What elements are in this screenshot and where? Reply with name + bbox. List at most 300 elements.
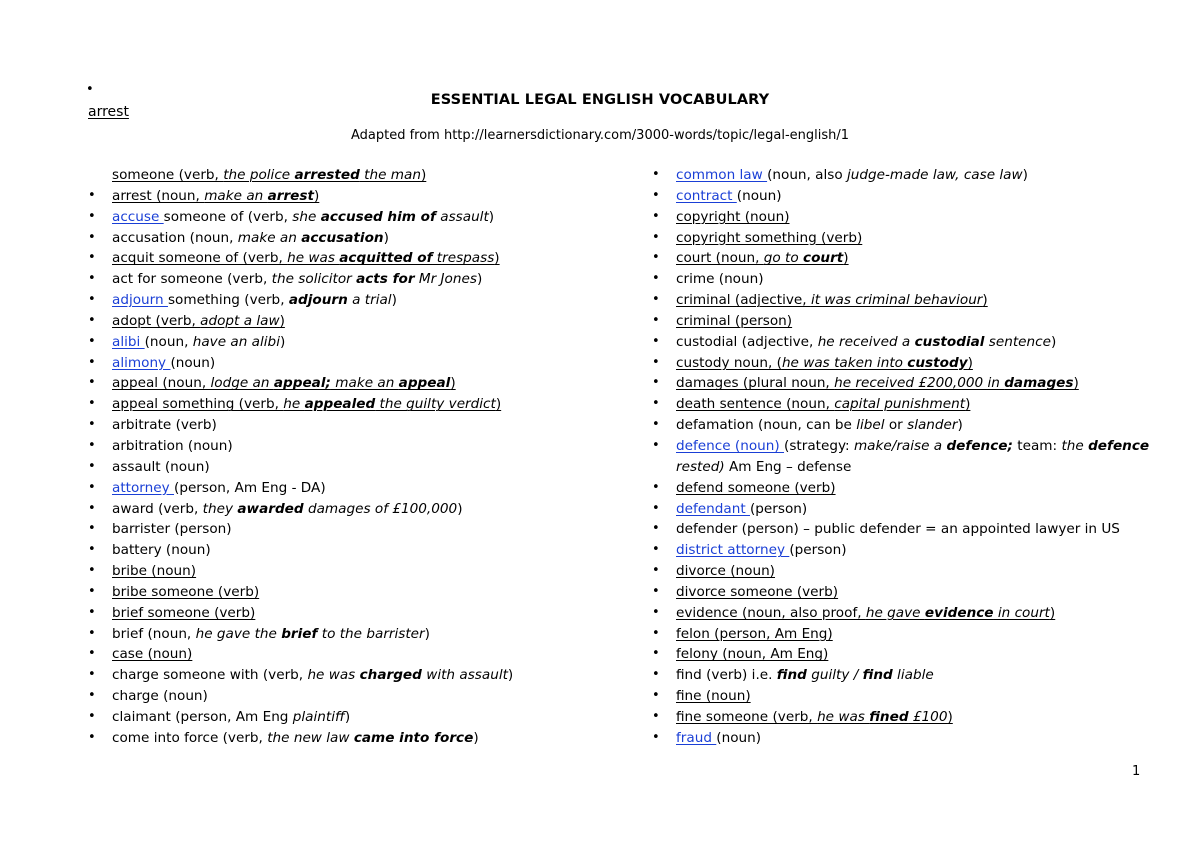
entry-text-part: lodge an [210,375,274,392]
entry-text [88,373,608,394]
vocabulary-list-right [652,165,1152,749]
entry-text-part: divorce (noun) [676,563,775,580]
entry-text-part: evidence (noun, also proof, [676,604,866,621]
bullet-icon: • [652,479,660,495]
entry-text-part: felony (noun, Am Eng) [676,646,829,663]
vocabulary-entry [88,457,608,478]
vocabulary-entry [88,311,608,332]
vocabulary-entry [652,499,1152,520]
vocabulary-entry [652,228,1152,249]
entry-text-part: adopt a law [200,312,280,329]
entry-text [652,728,1152,749]
entry-text-part: ) [279,333,286,350]
vocabulary-entry [88,248,608,269]
bullet-icon: • [652,250,660,266]
term-link[interactable]: accuse [112,208,164,225]
term-link[interactable]: alibi [112,333,145,350]
bullet-icon: • [88,708,96,724]
entry-text-part: arrest (noun, [112,187,205,204]
entry-text-part: (person) [789,542,847,559]
entry-text-part: arrested [294,167,360,183]
bullet-icon: • [88,583,96,599]
entry-text [652,644,1152,665]
entry-text-part: brief [281,625,318,642]
entry-text-part: ) [947,708,953,725]
entry-text-part: make/raise a [853,437,947,454]
bullet-icon: • [88,375,96,391]
entry-text-part: damages [1004,375,1074,392]
entry-text-part: ) [1049,604,1056,621]
entry-text-part: the solicitor [271,271,357,288]
entry-text-part: felon (person, Am Eng) [676,625,833,642]
bullet-icon: • [652,583,660,599]
bullet-icon: • [652,396,660,412]
entry-text-part: (person) [749,500,808,517]
entry-text-part: assault [435,208,489,225]
bullet-icon: • [88,542,96,558]
vocabulary-entry [88,478,608,499]
entry-text-part: award (verb, [112,500,203,517]
entry-text-part: appeal something (verb, [112,396,284,413]
entry-text-part: they [202,500,238,517]
entry-text [652,582,1152,603]
entry-text [88,290,608,311]
entry-text-part: came into force [353,729,474,746]
entry-text-part: copyright something (verb) [676,229,863,246]
entry-text-part: awarded [237,500,304,517]
entry-text [652,665,1152,686]
vocabulary-entry [652,290,1152,311]
top-word-arrest: arrest [88,104,129,120]
entry-text-part: ) [1022,167,1028,183]
entry-text-part: ) [473,729,479,746]
bullet-icon: • [652,333,660,349]
vocabulary-entry [88,707,608,728]
vocabulary-entry [88,540,608,561]
vocabulary-entry [652,436,1152,478]
vocabulary-entry [652,603,1152,624]
bullet-icon: • [88,396,96,412]
entry-text [88,207,608,228]
bullet-icon: • [652,292,660,308]
term-link[interactable]: attorney [112,479,175,496]
term-link[interactable]: defence (noun) [676,437,785,454]
entry-text-part: Am Eng – defense [724,458,852,475]
entry-text [652,603,1152,624]
entry-text [88,686,608,707]
entry-text-part: appeal [398,375,451,392]
entry-text-part: make an [330,375,399,392]
entry-text-part: claimant (person, Am Eng [112,708,293,725]
entry-text [88,582,608,603]
vocabulary-entry [88,644,608,665]
entry-text-part: brief someone (verb) [112,604,256,621]
entry-text-part: a trial [347,292,392,309]
vocabulary-entry [652,373,1152,394]
entry-text-part: find (verb) i.e. [676,667,777,684]
entry-text-part: appealed [304,396,376,413]
entry-text-part: he was [287,250,340,267]
bullet-icon: • [88,354,96,370]
vocabulary-entry [88,728,608,749]
entry-text-part: (noun) [716,729,762,746]
entry-text [652,499,1152,520]
entry-text [652,624,1152,645]
bullet-icon: • [652,437,660,453]
entry-text-part: acquitted of [339,250,433,267]
vocabulary-entry [88,415,608,436]
bullet-icon: • [652,625,660,641]
entry-text-part: ) [488,208,495,225]
vocabulary-entry [88,665,608,686]
entry-text-part: guilty / [806,667,863,684]
entry-text [88,457,608,478]
entry-text [88,165,608,186]
vocabulary-entry [88,332,608,353]
entry-text-part: ) [420,167,427,183]
entry-text-part: trespass [432,250,495,267]
vocabulary-entry [88,561,608,582]
entry-text-part: Mr Jones [414,271,477,288]
document-subtitle: Adapted from http://learnersdictionary.com/3000-words/topic/legal-english/1 [350,128,850,143]
entry-text-part: custody noun, ( [676,354,782,371]
entry-text-part: ) [982,292,988,309]
entry-text-part: he was [817,708,870,725]
bullet-icon: • [652,521,660,537]
bullet-icon: • [652,729,660,745]
bullet-icon: • [652,229,660,245]
vocabulary-entry [88,624,608,645]
bullet-icon: • [88,563,96,579]
entry-text-part: fine (noun) [676,688,751,705]
entry-text [652,394,1152,415]
entry-text-part: bribe someone (verb) [112,583,260,600]
vocabulary-entry [652,561,1152,582]
vocabulary-entry [652,478,1152,499]
entry-text-part: acquit someone of (verb, [112,250,288,267]
entry-text [652,186,1152,207]
entry-text-part: ) [494,250,500,267]
term-link[interactable]: common law [676,167,768,183]
entry-text-part: something (verb, [167,292,289,309]
entry-text [88,248,608,269]
vocabulary-entry [88,165,608,186]
entry-text-part: come into force (verb, [112,729,268,746]
entry-text-part: bribe (noun) [112,563,197,580]
entry-text [652,332,1152,353]
entry-text-part: charge (noun) [112,688,208,705]
vocabulary-entry [652,332,1152,353]
entry-text-part: someone (verb, [112,167,224,183]
entry-text-part: charged [359,667,422,684]
term-link[interactable]: defendant [676,500,750,517]
entry-text-part: ) [450,375,456,392]
entry-text-part: slander [907,417,958,434]
entry-text-part: (noun, also [767,167,848,183]
document-title: ESSENTIAL LEGAL ENGLISH VOCABULARY [430,92,770,108]
bullet-icon: • [88,417,96,433]
entry-text-part: ) [313,187,320,204]
vocabulary-entry [652,186,1152,207]
entry-text-part: find [776,667,807,684]
entry-text-part: barrister (person) [112,521,232,538]
entry-text-part: make an [204,187,268,204]
bullet-icon: • [88,312,96,328]
entry-text [88,728,608,749]
entry-text-part: adjourn [288,292,348,309]
bullet-icon: • [652,500,660,516]
vocabulary-entry [652,311,1152,332]
bullet-icon: • [88,250,96,266]
term-link[interactable]: alimony [112,354,171,371]
vocabulary-entry [88,228,608,249]
entry-text-part: (noun, [144,333,193,350]
vocabulary-entry [88,207,608,228]
vocabulary-entry [88,686,608,707]
entry-text [652,290,1152,311]
bullet-icon: • [88,667,96,683]
entry-text-part: crime (noun) [676,271,764,288]
entry-text-part: ) [424,625,430,642]
entry-text-part: criminal (person) [676,312,793,329]
entry-text [88,332,608,353]
entry-text-part: find [862,667,893,684]
entry-text-part: (noun) [736,187,782,204]
vocabulary-entry [88,186,608,207]
vocabulary-entry [88,436,608,457]
vocabulary-entry [88,290,608,311]
vocabulary-entry [652,582,1152,603]
entry-text [88,415,608,436]
term-link[interactable]: fraud [676,729,717,746]
vocabulary-entry [652,269,1152,290]
bullet-icon: • [88,208,96,224]
entry-text-part: someone of (verb, [163,208,293,225]
bullet-icon: • [88,688,96,704]
term-link[interactable]: district attorney [676,542,790,559]
entry-text [88,519,608,540]
entry-text [652,269,1152,290]
bullet-icon: • [88,187,96,203]
bullet-icon: • [652,708,660,724]
entry-text [88,644,608,665]
entry-text-part: ) [383,229,389,246]
entry-text [88,540,608,561]
entry-text-part: case (noun) [112,646,193,663]
bullet-icon: • [88,625,96,641]
entry-text-part: death sentence (noun, [676,396,835,413]
entry-text-part: divorce someone (verb) [676,583,839,600]
entry-text [88,311,608,332]
entry-text-part: capital punishment [834,396,966,413]
entry-text-part: charge someone with (verb, [112,667,308,684]
entry-text-part: the man [359,167,421,183]
entry-text-part: team: [1012,437,1062,454]
entry-text-part: or [884,417,908,434]
vocabulary-entry [652,644,1152,665]
entry-text-part: it was criminal behaviour [810,292,983,309]
bullet-icon: • [652,167,660,182]
entry-text-part: brief (noun, [112,625,196,642]
vocabulary-entry [652,394,1152,415]
bullet-icon: • [88,729,96,745]
entry-text-part: ) [967,354,973,371]
entry-text-part: custodial [914,333,985,350]
entry-text-part: ) [1051,333,1057,350]
entry-text-part: accusation (noun, [112,229,238,246]
bullet-icon: • [88,292,96,308]
entry-text-part: ) [965,396,971,413]
vocabulary-entry [652,353,1152,374]
vocabulary-entry [652,540,1152,561]
bullet-icon: • [652,375,660,391]
entry-text-part: defamation (noun, can be [676,417,857,434]
entry-text-part: act for someone (verb, [112,271,272,288]
entry-text-part: ) [1073,375,1079,392]
entry-text [88,353,608,374]
entry-text-part: evidence [924,604,994,621]
entry-text-part: appeal (noun, [112,375,211,392]
entry-text-part: go to [763,250,804,267]
entry-text-part: copyright (noun) [676,208,790,225]
entry-text [88,624,608,645]
entry-text-part: ) [843,250,849,267]
bullet-icon: • [652,417,660,433]
vocabulary-entry [88,603,608,624]
bullet-icon: • [652,542,660,558]
entry-text [88,269,608,290]
entry-text-part: ) [391,292,397,309]
entry-text-part: arrest [267,187,314,204]
entry-text-part: ) [457,500,463,517]
entry-text [652,311,1152,332]
entry-text-part: acts for [356,271,415,288]
vocabulary-entry [88,394,608,415]
entry-text-part: the guilty verdict [375,396,496,413]
vocabulary-entry [652,686,1152,707]
entry-text-part: sentence [984,333,1051,350]
entry-text-part: arbitrate (verb) [112,417,217,434]
entry-text-part: ) [476,271,483,288]
entry-text [88,228,608,249]
entry-text-part: damages (plural noun, [676,375,835,392]
entry-text-part: ) [957,417,963,434]
entry-text [652,519,1152,540]
entry-text-part: (strategy: [784,437,854,454]
entry-text-part: with assault [421,667,508,684]
entry-text-part: £100 [908,708,948,725]
entry-text-part: the new law [267,729,354,746]
term-link[interactable]: contract [676,187,737,204]
vocabulary-entry [652,624,1152,645]
entry-text-part: ) [507,667,514,684]
entry-text [652,353,1152,374]
entry-text [88,665,608,686]
entry-text-part: he was [307,667,360,684]
bullet-icon: • [88,333,96,349]
entry-text-part: fined [869,708,909,725]
bullet-icon: • [88,646,96,662]
entry-text [652,165,1152,186]
bullet-icon: • [88,521,96,537]
entry-text-part: libel [856,417,885,434]
entry-text-part: defender (person) – public defender = an appointed lawyer in US [676,521,1120,538]
entry-text [652,561,1152,582]
entry-text-part: defend someone (verb) [676,479,836,496]
entry-text-part: defence [1088,437,1150,454]
entry-text-part: the police [223,167,295,183]
entry-text-part: (person, Am Eng - DA) [174,479,326,496]
bullet-icon: • [652,604,660,620]
entry-text [88,394,608,415]
vocabulary-entry [652,707,1152,728]
entry-text-part: the [1061,437,1089,454]
vocabulary-entry [88,269,608,290]
bullet-icon: • [88,271,96,287]
bullet-icon: • [652,312,660,328]
bullet-icon: • [652,563,660,579]
vocabulary-entry [652,248,1152,269]
entry-text-part: to the barrister [317,625,425,642]
entry-text-part: custodial (adjective, [676,333,818,350]
vocabulary-entry [652,728,1152,749]
entry-text-part: accused him of [320,208,436,225]
vocabulary-entry [652,415,1152,436]
entry-text-part: in court [993,604,1050,621]
entry-text-part: appeal; [273,375,331,392]
bullet-icon: • [652,667,660,683]
entry-text-part: make an [237,229,302,246]
bullet-icon: • [652,688,660,704]
bullet-icon: • [652,646,660,662]
entry-text-part: arbitration (noun) [112,437,233,454]
entry-text [88,561,608,582]
entry-text-part: damages of £100,000 [303,500,458,517]
vocabulary-entry [652,207,1152,228]
vocabulary-entry [652,519,1152,540]
entry-text [88,436,608,457]
vocabulary-entry [88,499,608,520]
entry-text [652,540,1152,561]
vocabulary-entry [652,165,1152,186]
entry-text-part: criminal (adjective, [676,292,811,309]
entry-text [652,228,1152,249]
entry-text [652,707,1152,728]
entry-text-part: custody [907,354,968,371]
bullet-icon: • [652,208,660,224]
entry-text [88,603,608,624]
entry-text-part: judge-made law, case law [847,167,1023,183]
bullet-icon: • [88,458,96,474]
entry-text [652,415,1152,436]
vocabulary-entry [652,665,1152,686]
entry-text [88,499,608,520]
entry-text-part: he [283,396,305,413]
bullet-icon: • [88,229,96,245]
entry-text [88,186,608,207]
entry-text-part: assault (noun) [112,458,210,475]
entry-text [652,478,1152,499]
bullet-icon: • [88,604,96,620]
entry-text-part: he was taken into [781,354,908,371]
bullet-icon: • [652,187,660,203]
entry-text-part: liable [892,667,934,684]
entry-text-part: rested) [676,458,725,475]
term-link[interactable]: adjourn [112,292,168,309]
entry-text-part: plaintiff [292,708,345,725]
entry-text-part: have an alibi [192,333,280,350]
entry-text-part: court (noun, [676,250,764,267]
